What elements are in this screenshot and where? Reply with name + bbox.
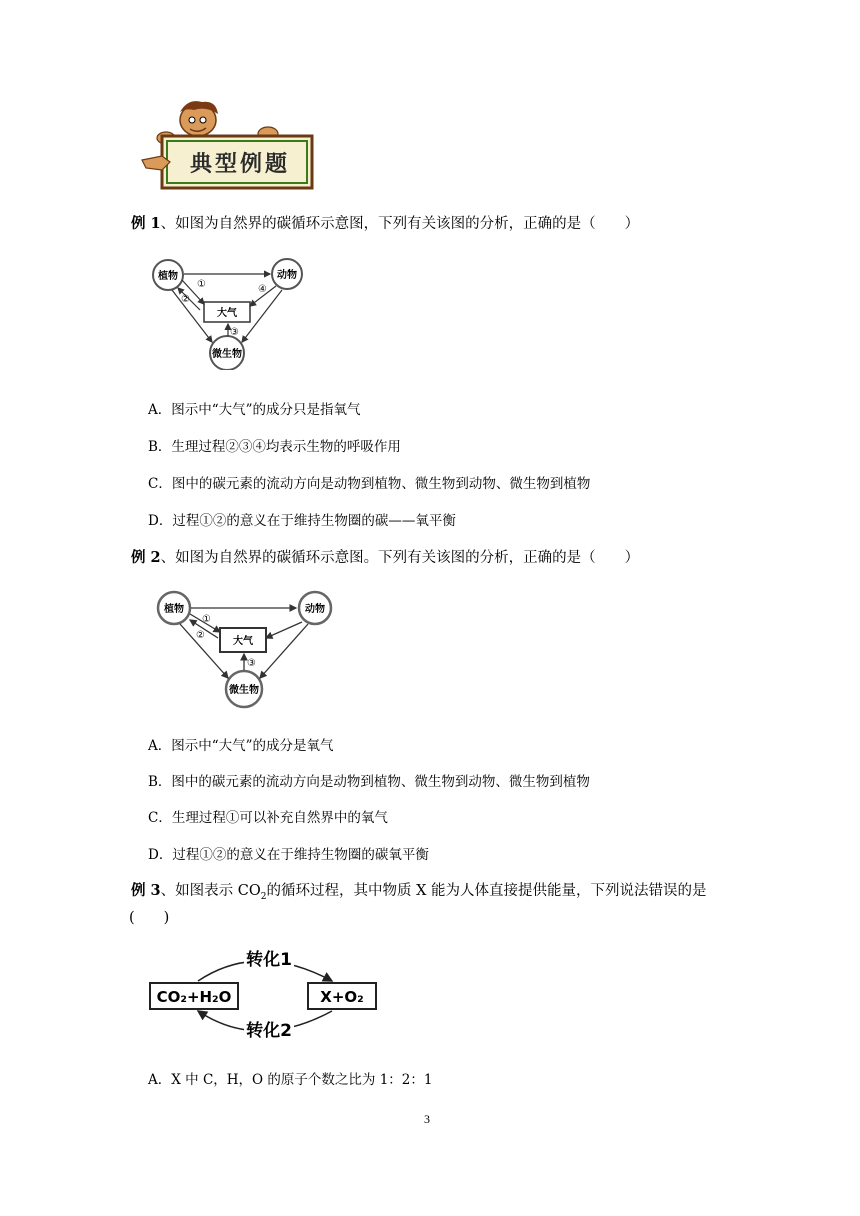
q2-air-label: 大气 (233, 636, 253, 647)
q3-sub: 2 (260, 891, 267, 902)
q1-option-b: B．生理过程②③④均表示生物的呼吸作用 (148, 439, 401, 455)
q2-option-a: A．图示中“大气”的成分是氧气 (148, 738, 334, 754)
q1-plant-label: 植物 (158, 271, 178, 282)
q3-bottom-label: 转化2 (246, 1021, 292, 1039)
q1-text: 、如图为自然界的碳循环示意图，下列有关该图的分析，正确的是（ ） (160, 216, 640, 232)
q3-stem (131, 880, 731, 929)
q3-prefix: 例 3 (131, 882, 161, 899)
q2-num-2: ② (196, 630, 205, 641)
q3-text-before: 、如图表示 CO (160, 883, 261, 899)
q1-diagram (148, 250, 308, 370)
q2-plant-label: 植物 (164, 604, 184, 615)
q1-option-c: C．图中的碳元素的流动方向是动物到植物、微生物到动物、微生物到植物 (148, 476, 591, 492)
q1-num-2: ② (181, 294, 190, 305)
q2-num-1: ① (202, 614, 211, 625)
q3-left-label: CO₂+H₂O (156, 988, 232, 1006)
example-banner (140, 98, 320, 193)
q2-option-c: C．生理过程①可以补充自然界中的氧气 (148, 810, 388, 826)
q1-animal-label: 动物 (277, 270, 297, 281)
q2-microbe-label: 微生物 (229, 685, 259, 696)
q1-air-label: 大气 (217, 308, 237, 319)
page-number: 3 (424, 1112, 430, 1126)
q3-top-label: 转化1 (246, 950, 292, 970)
q1-stem (131, 212, 639, 233)
q3-diagram (148, 943, 388, 1039)
q3-paren: ( ) (129, 909, 170, 926)
q1-prefix: 例 1 (131, 215, 161, 232)
q1-option-a: A．图示中“大气”的成分只是指氧气 (148, 402, 361, 418)
q2-animal-label: 动物 (305, 604, 325, 615)
banner-label: 典型例题 (189, 152, 291, 177)
q2-option-d: D．过程①②的意义在于维持生物圈的碳氧平衡 (148, 847, 429, 863)
q1-num-1: ① (197, 279, 206, 290)
q2-text: 、如图为自然界的碳循环示意图。下列有关该图的分析，正确的是（ ） (160, 550, 640, 566)
q2-stem (131, 546, 639, 567)
q2-num-3: ③ (247, 658, 256, 669)
q2-option-b: B．图中的碳元素的流动方向是动物到植物、微生物到动物、微生物到植物 (148, 774, 590, 790)
q2-prefix: 例 2 (131, 549, 161, 566)
q2-diagram (152, 586, 337, 711)
q1-option-d: D．过程①②的意义在于维持生物圈的碳——氧平衡 (148, 513, 456, 529)
q3-option-a: A．X 中 C，H，O 的原子个数之比为 1：2：1 (148, 1072, 433, 1088)
q3-right-label: X+O₂ (320, 988, 364, 1006)
q3-text-after: 的循环过程，其中物质 X 能为人体直接提供能量，下列说法错误的是 (266, 883, 707, 899)
q1-num-4: ④ (258, 284, 267, 295)
q1-num-3: ③ (230, 327, 239, 338)
q1-microbe-label: 微生物 (212, 349, 242, 360)
cartoon-teacher-icon (140, 98, 320, 193)
